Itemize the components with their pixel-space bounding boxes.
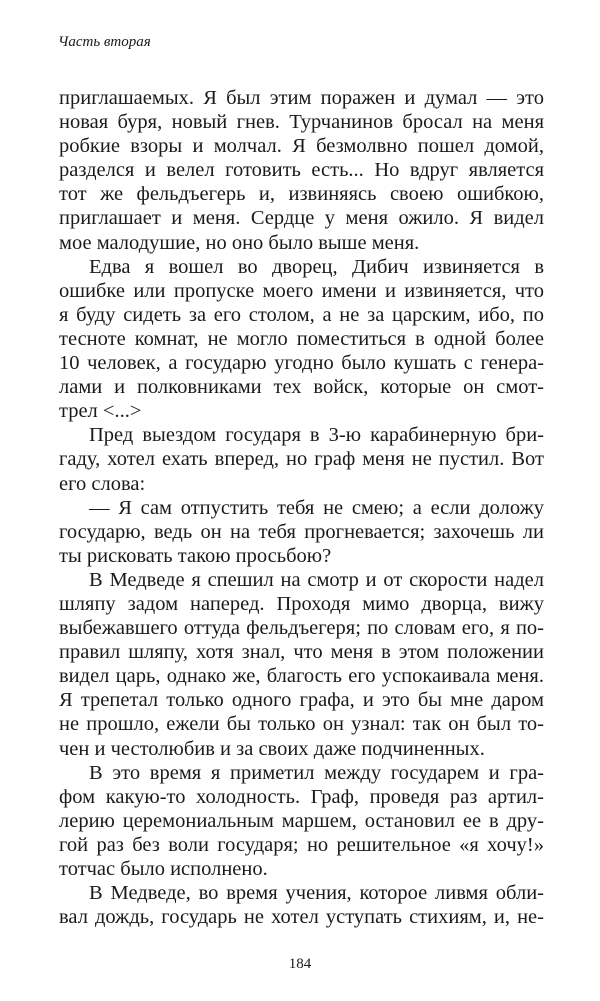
text-line: В это время я приметил между государем и гра- bbox=[89, 761, 544, 784]
text-line: — Я сам отпустить тебя не смею; а если доложу bbox=[89, 496, 544, 519]
text-line: приглашает и меня. Сердце у меня ожило. Я видел bbox=[59, 207, 544, 230]
text-line: фом какую-то холодность. Граф, проведя раз артил- bbox=[59, 785, 544, 808]
text-line: выбежавшего оттуда фельдъегеря; по словам его, я по- bbox=[59, 617, 544, 640]
text-line: ошибке или пропуске моего имени и извиняется, что bbox=[59, 279, 544, 302]
text-line: видел царь, однако же, благость его успокаивала меня. bbox=[59, 665, 544, 688]
page-number: 184 bbox=[288, 956, 312, 972]
text-line: тот же фельдъегерь и, извиняясь своею ошибкою, bbox=[59, 183, 544, 206]
text-line: лерию церемониальным маршем, остановил ее в дру- bbox=[59, 809, 544, 832]
text-line: В Медведе, во время учения, которое ливмя обли- bbox=[89, 882, 544, 905]
text-line: лами и полковниками тех войск, которые он смот- bbox=[59, 376, 544, 399]
text-line: гой раз без воли государя; но решительное «я хочу!» bbox=[59, 833, 544, 856]
text-line: В Медведе я спешил на смотр и от скорости надел bbox=[89, 568, 544, 591]
running-head: Часть вторая bbox=[58, 34, 151, 50]
text-line: Пред выездом государя в 3-ю карабинерную бри- bbox=[89, 424, 544, 447]
text-line: шляпу задом наперед. Проходя мимо дворца, вижу bbox=[59, 592, 544, 615]
text-line: государю, ведь он на тебя прогневается; захочешь ли bbox=[59, 520, 544, 543]
text-line: ты рисковать такою просьбою? bbox=[59, 544, 332, 567]
text-line: приглашаемых. Я был этим поражен и думал — это bbox=[59, 87, 544, 109]
text-line: разделся и велел готовить есть... Но вдруг является bbox=[59, 159, 544, 182]
text-line: 10 человек, а государю угодно было кушать с генера- bbox=[59, 352, 544, 375]
body-text bbox=[59, 86, 544, 929]
text-line: чен и честолюбив и за своих даже подчиненных. bbox=[59, 737, 485, 760]
text-line: трел <...> bbox=[59, 400, 142, 423]
text-line: робкие взоры и молчал. Я безмолвно пошел домой, bbox=[59, 135, 544, 158]
text-line: не прошло, ежели бы только он узнал: так он был то- bbox=[59, 713, 544, 736]
text-line: я буду сидеть за его столом, а не за царским, ибо, по bbox=[59, 303, 544, 326]
text-line: новая буря, новый гнев. Турчанинов бросал на меня bbox=[59, 111, 544, 134]
text-line: его слова: bbox=[59, 472, 146, 495]
text-line: тесноте комнат, не могло поместиться в одной более bbox=[59, 327, 544, 350]
text-line: Я трепетал только одного графа, и это бы мне даром bbox=[59, 689, 544, 712]
text-line: тотчас было исполнено. bbox=[59, 858, 268, 880]
text-line: мое малодушие, но оно было выше меня. bbox=[59, 231, 420, 254]
text-line: гаду, хотел ехать вперед, но граф меня не пустил. Вот bbox=[59, 448, 544, 471]
text-line: Едва я вошел во дворец, Дибич извиняется в bbox=[89, 255, 544, 278]
text-line: правил шляпу, хотя знал, что меня в этом положении bbox=[59, 641, 544, 664]
text-line: вал дождь, государь не хотел уступать стихиям, и, не- bbox=[59, 906, 544, 929]
